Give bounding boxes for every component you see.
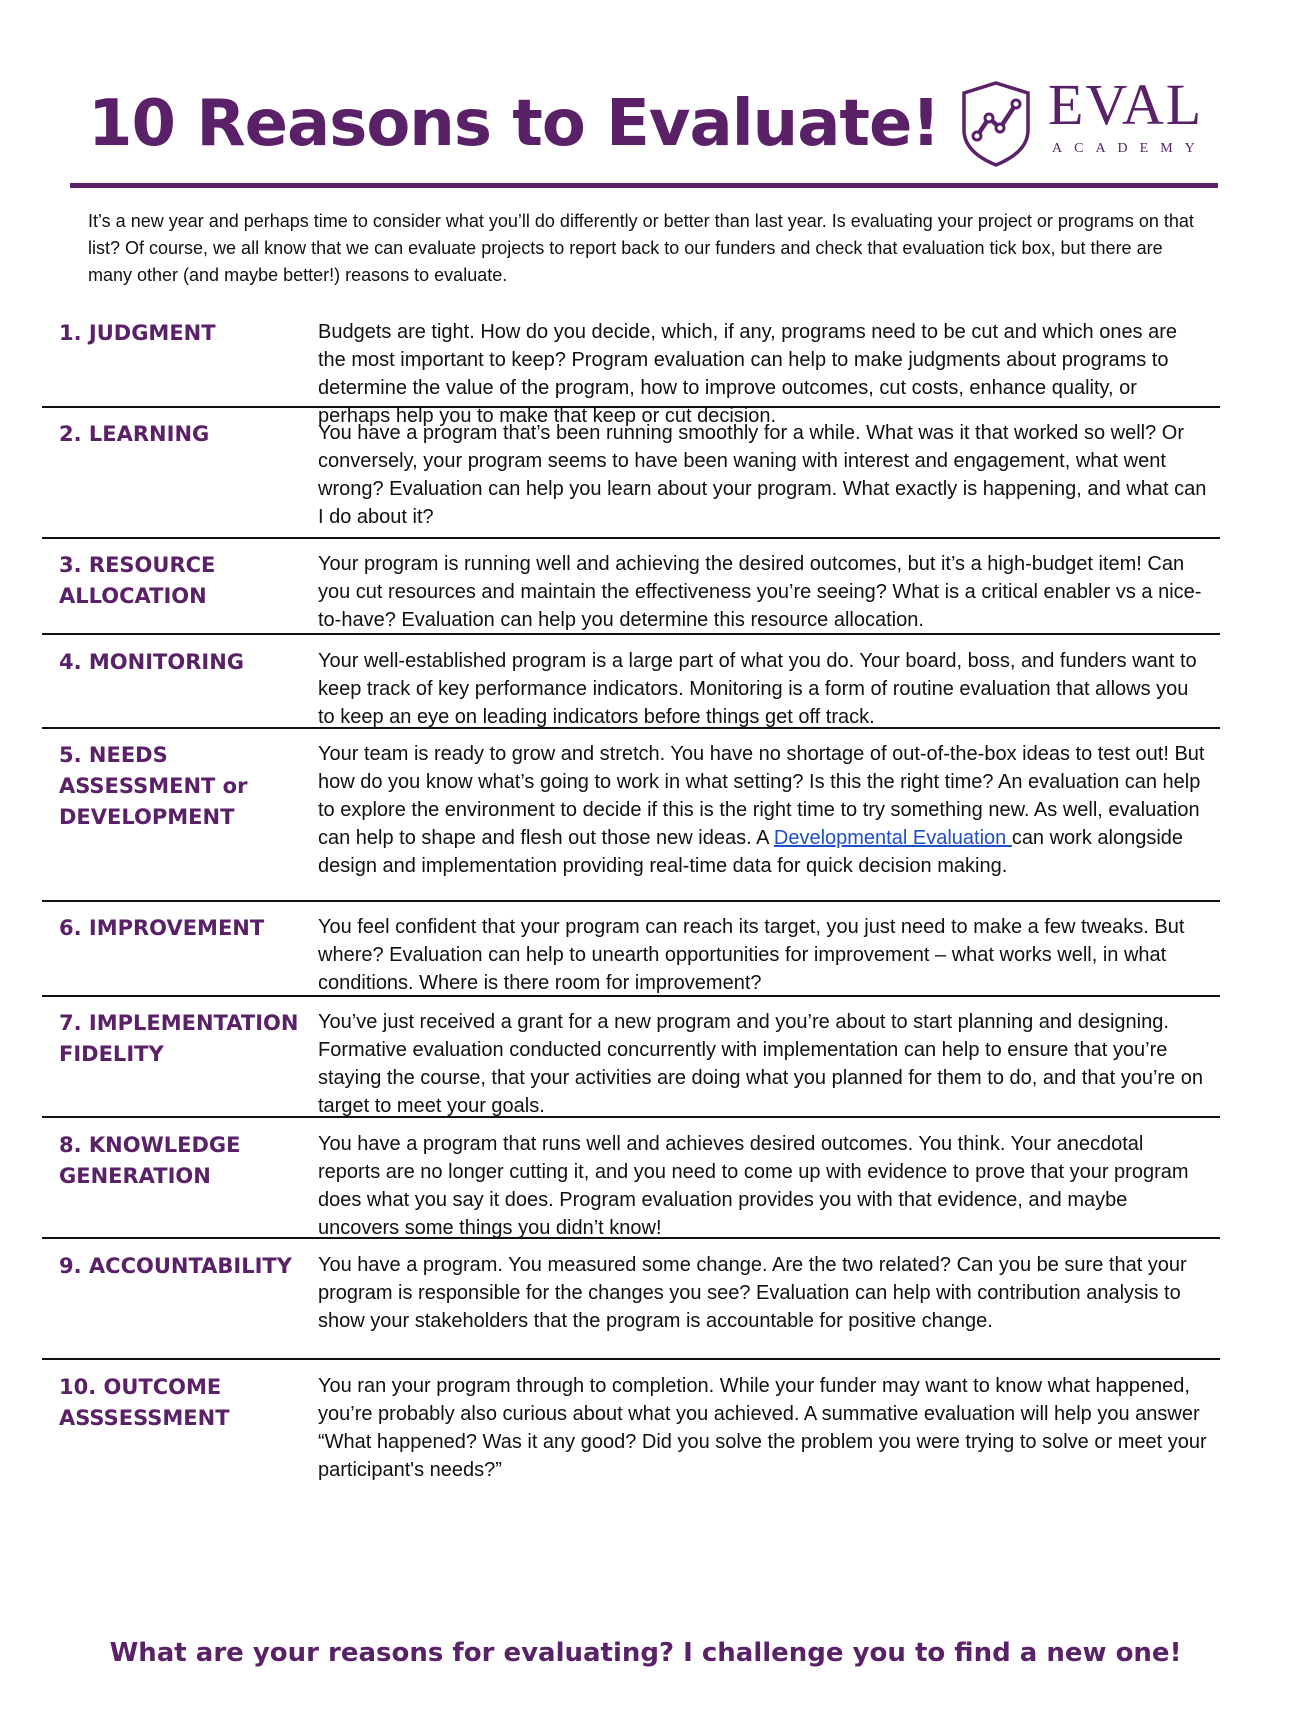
reason-label-line: 3. RESOURCE: [59, 553, 216, 577]
reason-label-line: 7. IMPLEMENTATION: [59, 1011, 299, 1035]
reason-label: [42, 318, 318, 406]
reason-text: Budgets are tight. How do you decide, which, if any, programs need to be cut and which ones are the most important to keep? Program evaluation can help to make judgments about programs to determine the value of the program, how to improve outcomes, cut costs, enhance quality, or perhaps help you to make that keep or cut decision.: [318, 321, 1178, 427]
reason-label-line: ALLOCATION: [59, 584, 207, 608]
reason-description: [318, 1251, 1210, 1358]
reason-description: [318, 550, 1210, 633]
reason-label-line: 8. KNOWLEDGE: [59, 1133, 241, 1157]
reason-description: [318, 913, 1210, 995]
reason-description: [318, 740, 1210, 900]
reason-description: [318, 419, 1210, 537]
reason-row: [42, 635, 1220, 729]
reason-label: [42, 550, 318, 633]
reason-row: [42, 729, 1220, 902]
reason-label-line: 1. JUDGMENT: [59, 321, 216, 345]
reason-row: [42, 1360, 1220, 1480]
intro-paragraph: It’s a new year and perhaps time to consider what you’ll do differently or better than last year. Is evaluating your project or programs on that list? Of course, we all know that we can evaluate projects to report back to our funders and check that evaluation tick box, but there are many other (and maybe better!) reasons to evaluate.: [88, 211, 1194, 285]
reason-label: [42, 647, 318, 727]
reason-text: You have a program. You measured some change. Are the two related? Can you be sure that your program is responsible for the changes you see? Evaluation can help with contribution analysis to show your stakeholders that the program is accountable for positive change.: [318, 1254, 1187, 1332]
reason-row: [42, 1118, 1220, 1239]
reason-label-line: 9. ACCOUNTABILITY: [59, 1254, 292, 1278]
reason-label-line: ASSSESSMENT: [59, 1406, 230, 1430]
developmental-evaluation-link[interactable]: Developmental Evaluation: [773, 827, 1012, 849]
reason-description: [318, 318, 1210, 427]
reasons-table: [42, 318, 1220, 1480]
reason-text: You feel confident that your program can reach its target, you just need to make a few tweaks. But where? Evaluation can help to unearth opportunities for improvement – what works well, in what conditions. Where is there room for improvement?: [318, 916, 1185, 994]
reason-text: You have a program that runs well and achieves desired outcomes. You think. Your anecdotal reports are no longer cutting it, and you need to come up with evidence to prove that your program does what you say it does. Program evaluation provides you with that evidence, and maybe uncovers some things you didn’t know!: [318, 1133, 1189, 1239]
reason-text: Your well-established program is a large part of what you do. Your board, boss, and funders want to keep track of key performance indicators. Monitoring is a form of routine evaluation that allows you to keep an eye on leading indicators before things get off track.: [318, 650, 1197, 728]
reason-label-line: DEVELOPMENT: [59, 805, 235, 829]
shield-chart-icon: [960, 80, 1032, 168]
page-title: 10 Reasons to Evaluate!: [88, 87, 940, 161]
reason-label: [42, 1251, 318, 1358]
reason-label-line: ASSESSMENT or: [59, 774, 248, 798]
reason-description: [318, 1372, 1210, 1480]
reason-text: You’ve just received a grant for a new program and you’re about to start planning and designing. Formative evaluation conducted concurrently with implementation can help to ensure that you’re staying the course, that your activities are doing what you planned for them to do, and that you’re on target to meet your goals.: [318, 1011, 1203, 1117]
reason-label: [42, 1130, 318, 1237]
reason-description: [318, 1008, 1210, 1116]
reason-label-line: GENERATION: [59, 1164, 211, 1188]
reason-label: [42, 913, 318, 995]
reason-label: [42, 419, 318, 537]
reason-description: [318, 1130, 1210, 1237]
reason-label-line: 5. NEEDS: [59, 743, 168, 767]
reason-label: [42, 1008, 318, 1116]
reason-text: You have a program that’s been running smoothly for a while. What was it that worked so well? Or conversely, your program seems to have been waning with interest and engagement, what went wrong? Evaluation can help you learn about your program. What exactly is happening, and what can I do about it?: [318, 422, 1207, 528]
reason-text: Your team is ready to grow and stretch. You have no shortage of out-of-the-box ideas to test out! But how do you know what’s going to work in what setting? Is this the right time? An evaluation can help to explore the environment to decide if this is the right time to try something new. As well, evaluation can help to shape and flesh out those new ideas. A: [318, 743, 1205, 849]
reason-row: [42, 318, 1220, 427]
title-divider: [70, 183, 1218, 188]
reason-label-line: 2. LEARNING: [59, 422, 210, 446]
reason-row: [42, 902, 1220, 997]
reason-row: [42, 997, 1220, 1118]
reason-text: Your program is running well and achieving the desired outcomes, but it’s a high-budget item! Can you cut resources and maintain the effectiveness you’re seeing? What is a critical enabler vs a nice-to-have? Evaluation can help you determine this resource allocation.: [318, 553, 1202, 631]
reason-row: [42, 539, 1220, 635]
reason-row: [42, 408, 1220, 539]
reason-label-line: 4. MONITORING: [59, 650, 245, 674]
reason-label-line: 10. OUTCOME: [59, 1375, 222, 1399]
logo-wordmark: EVAL: [1048, 72, 1204, 137]
closing-challenge: What are your reasons for evaluating? I challenge you to find a new one!: [109, 1638, 1182, 1668]
reason-label-line: 6. IMPROVEMENT: [59, 916, 265, 940]
reason-label-line: FIDELITY: [59, 1042, 164, 1066]
reason-text: You ran your program through to completion. While your funder may want to know what happened, you’re probably also curious about what you achieved. A summative evaluation will help you answer “What happened? Was it any good? Did you solve the problem you were trying to solve or meet your participant's needs?”: [318, 1375, 1207, 1481]
logo-subtitle: ACADEMY: [1052, 141, 1207, 156]
reason-label: [42, 740, 318, 900]
reason-text-after: can work alongside design and implementation providing real-time data for quick decision making.: [318, 827, 1184, 877]
eval-academy-logo: [960, 72, 1220, 170]
reason-row: [42, 1239, 1220, 1360]
reason-description: [318, 647, 1210, 727]
reason-label: [42, 1372, 318, 1480]
